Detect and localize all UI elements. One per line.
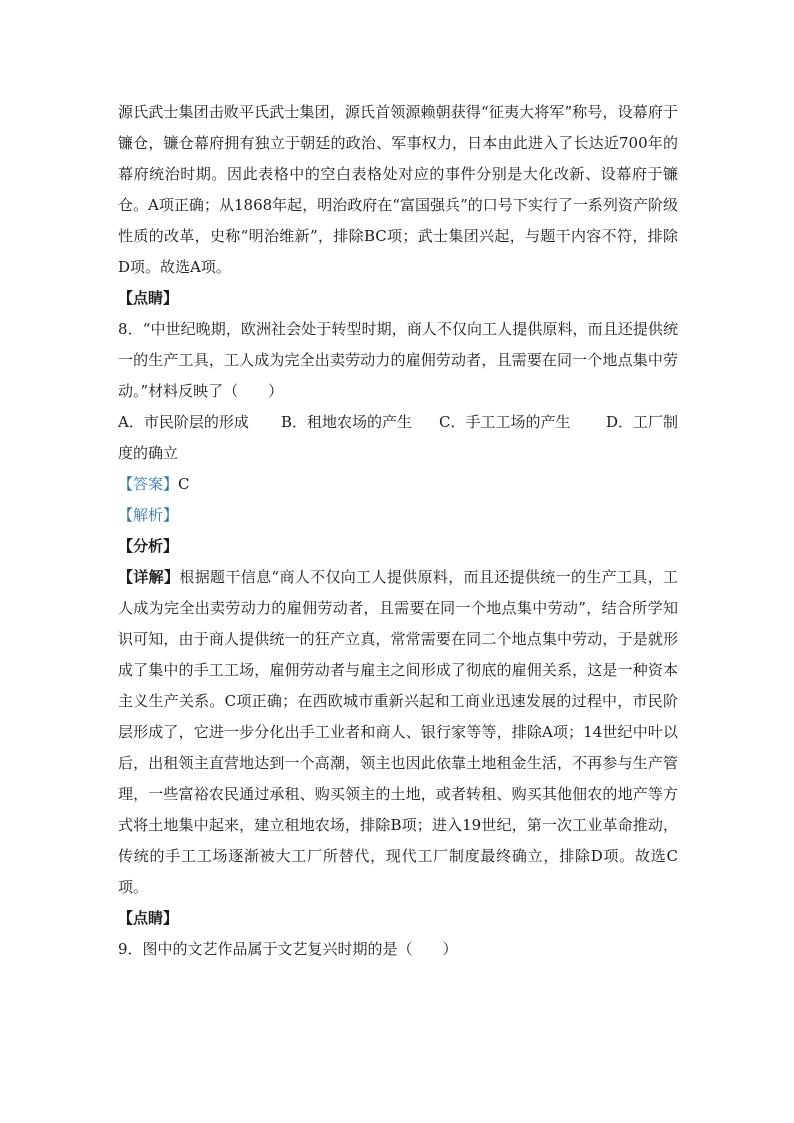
document-content [118, 97, 678, 965]
dianjing-heading-2: 【点睛】 [118, 909, 179, 927]
explanation-paragraph: 源氏武士集团击败平氏武士集团，源氏首领源赖朝获得“征夷大将军”称号，设幕府于镰仓，镰仓幕府拥有独立于朝廷的政治、军事权力，日本由此进入了长达近700年的幕府统治时期。因此表格中的空白表格处对应的事件分别是大化改新、设幕府于镰仓。A项正确；从1868年起，明治政府在“富国强兵”的口号下实行了一系列资产阶级性质的改革，史称“明治维新”，排除BC项；武士集团兴起，与题干内容不符，排除D项。故选A项。 [118, 103, 678, 276]
option-d: D．工厂制 [605, 413, 678, 431]
option-c: C．手工工场的产生 [439, 413, 571, 431]
answer-label: 【答案】 [118, 475, 179, 493]
xiangjie-label: 【详解】 [118, 568, 180, 586]
option-a: A．市民阶层的形成 [118, 413, 249, 431]
option-b: B．租地农场的产生 [281, 413, 413, 431]
question-8-stem: 8．“中世纪晚期，欧洲社会处于转型时期，商人不仅向工人提供原料，而且还提供统一的生产工具，工人成为完全出卖劳动力的雇佣劳动者，且需要在同一个地点集中劳动。”材料反映了（ ） [118, 320, 678, 400]
jiexi-heading: 【解析】 [118, 506, 179, 524]
question-8-options [118, 407, 678, 438]
dianjing-heading: 【点睛】 [118, 289, 179, 307]
xiangjie-text: 根据题干信息“商人不仅向工人提供原料，而且还提供统一的生产工具，工人成为完全出卖劳动力的雇佣劳动者，且需要在同一个地点集中劳动”，结合所学知识可知，由于商人提供统一的狂产立真，常常需要在同二个地点集中劳动，于是就形成了集中的手工工场，雇佣劳动者与雇主之间形成了彻底的雇佣关系，这是一种资本主义生产关系。C项正确；在西欧城市重新兴起和工商业迅速发展的过程中，市民阶层形成了，它进一步分化出手工业者和商人、银行家等等，排除A项；14世纪中叶以后，出租领主直营地达到一个高潮，领主也因此依靠土地租金生活，不再参与生产管理，一些富裕农民通过承租、购买领主的土地，或者转租、购买其他佃农的地产等方式将土地集中起来，建立租地农场，排除B项；进入19世纪，第一次工业革命推动，传统的手工工场逐渐被大工厂所替代，现代工厂制度最终确立，排除D项。故选C项。 [118, 568, 678, 896]
answer-line [118, 469, 678, 500]
option-d-continuation: 度的确立 [118, 444, 179, 462]
xiangjie-paragraph [118, 562, 678, 903]
answer-value: C [178, 475, 190, 493]
question-9-stem: 9．图中的文艺作品属于文艺复兴时期的是（ ） [118, 940, 458, 958]
fenxi-heading: 【分析】 [118, 537, 179, 555]
